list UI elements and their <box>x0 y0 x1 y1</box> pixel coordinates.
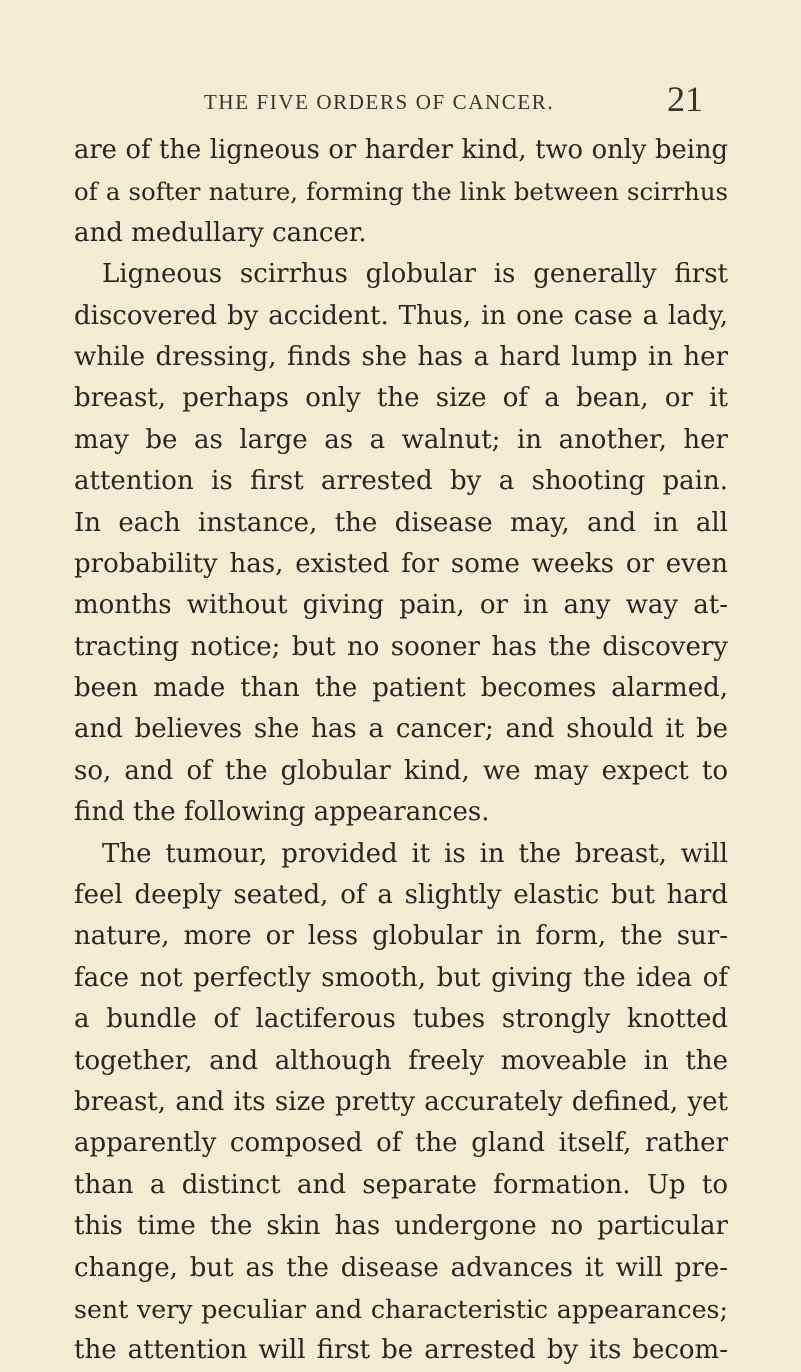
page-number: 21 <box>667 79 703 119</box>
text-line: together, and although freely moveable in the <box>74 1045 728 1076</box>
text-line: been made than the patient becomes alarmed, <box>74 673 728 704</box>
text-line: sent very peculiar and characteristic appearances; <box>74 1294 728 1324</box>
text-line: and medullary cancer. <box>74 217 367 248</box>
text-line: apparently composed of the gland itself, rather <box>74 1128 728 1159</box>
text-line: and believes she has a cancer; and should it be <box>74 714 728 745</box>
text-line: breast, and its size pretty accurately defined, yet <box>74 1086 728 1117</box>
text-line: nature, more or less globular in form, the sur- <box>74 921 728 952</box>
text-line: months without giving pain, or in any way at- <box>74 590 728 621</box>
text-line: may be as large as a walnut; in another, her <box>74 424 728 455</box>
text-line: are of the ligneous or harder kind, two only being <box>74 135 728 165</box>
text-line: find the following appearances. <box>74 797 490 828</box>
paragraph-start-line: Ligneous scirrhus globular is generally first <box>102 259 728 290</box>
running-title: THE FIVE ORDERS OF CANCER. <box>204 90 555 114</box>
text-line: than a distinct and separate formation. Up to <box>74 1169 728 1200</box>
text-line: attention is first arrested by a shooting pain. <box>74 466 728 497</box>
text-line: the attention will first be arrested by its becom- <box>74 1335 728 1366</box>
text-line: feel deeply seated, of a slightly elastic but hard <box>74 880 728 911</box>
paragraph-start-line: The tumour, provided it is in the breast, will <box>102 838 728 869</box>
text-line: In each instance, the disease may, and in all <box>74 507 728 538</box>
text-line: so, and of the globular kind, we may expect to <box>74 755 728 786</box>
text-line: face not perfectly smooth, but giving the idea of <box>74 962 728 993</box>
text-line: discovered by accident. Thus, in one case a lady, <box>74 300 728 331</box>
text-line: while dressing, finds she has a hard lump in her <box>74 341 728 372</box>
text-line: of a softer nature, forming the link between scirrhus <box>74 177 728 207</box>
text-line: tracting notice; but no sooner has the discovery <box>74 631 728 662</box>
body-text <box>74 130 728 1372</box>
text-line: breast, perhaps only the size of a bean, or it <box>74 383 728 414</box>
text-line: this time the skin has undergone no particular <box>74 1211 728 1242</box>
text-line: a bundle of lactiferous tubes strongly knotted <box>74 1004 728 1035</box>
text-line: change, but as the disease advances it will pre- <box>74 1252 728 1283</box>
text-line: probability has, existed for some weeks or even <box>74 548 728 579</box>
running-head <box>0 79 801 124</box>
